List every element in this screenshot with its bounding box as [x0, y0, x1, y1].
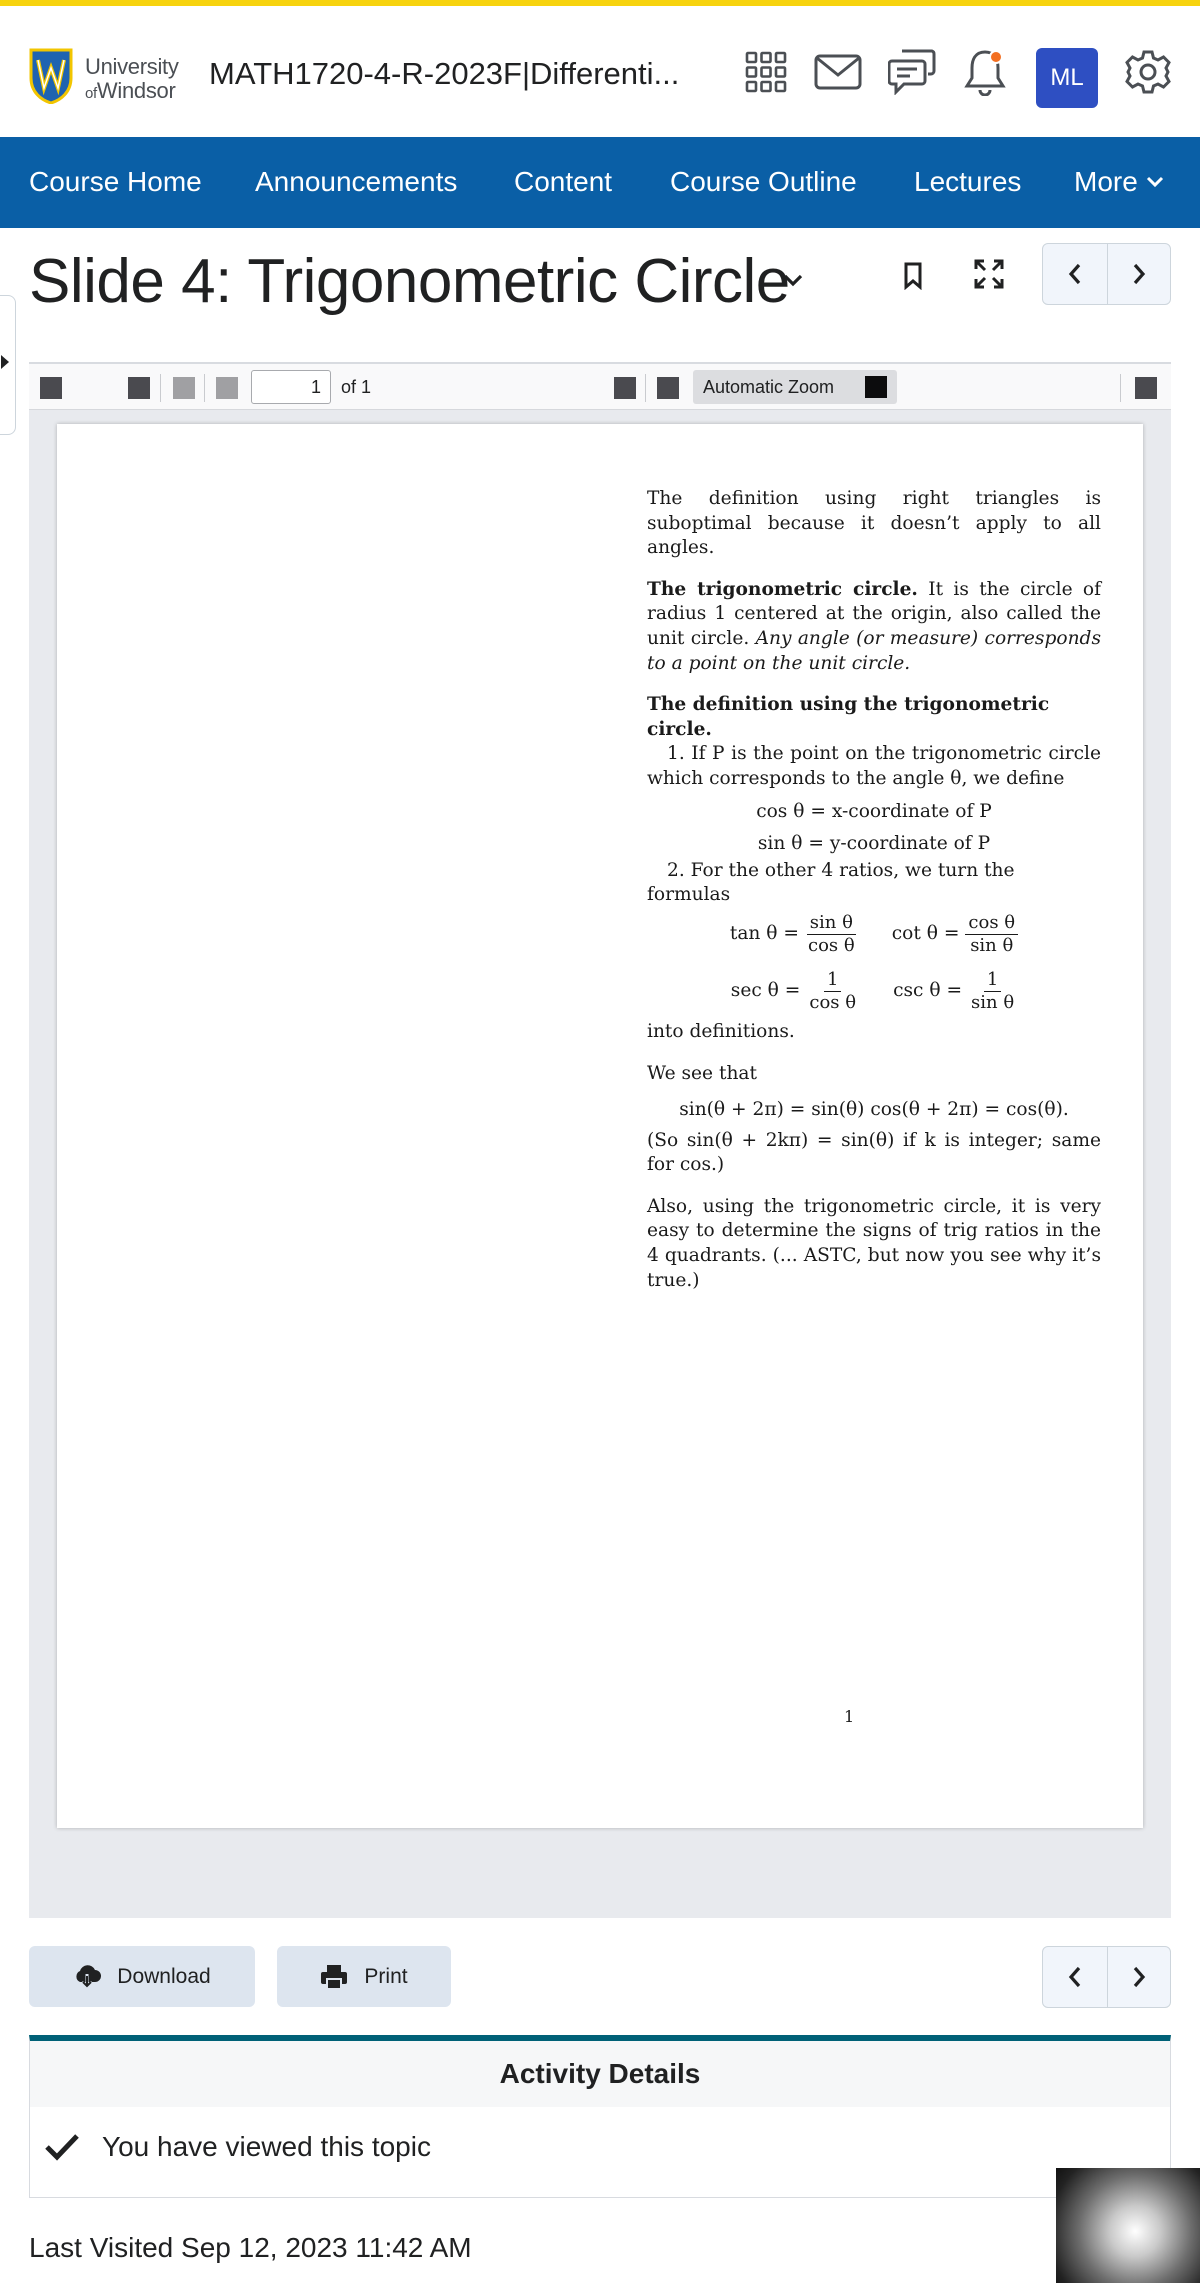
user-avatar[interactable]: ML — [1036, 48, 1098, 108]
nav-more-menu[interactable] — [1074, 166, 1164, 198]
next-topic-button[interactable] — [1107, 244, 1171, 304]
pdf-heading: The definition using the trigonometric circle. — [647, 694, 1050, 740]
activity-details — [29, 2035, 1171, 2198]
zoom-out-icon[interactable] — [614, 377, 636, 399]
zoom-select[interactable] — [693, 370, 897, 404]
mail-icon[interactable] — [810, 44, 866, 100]
print-label: Print — [364, 1964, 408, 1988]
pdf-equation: tan θ = $\frac{\text{sin θ}}{\text{cos θ}}$ — [729, 911, 855, 956]
pdf-equation-row — [647, 912, 1101, 957]
pdf-paragraph: The definition using right triangles is suboptimal because it doesn’t apply to all angles. — [647, 488, 1101, 559]
caret-right-icon — [1, 355, 9, 369]
pdf-equation: cos θ = x-coordinate of P — [756, 800, 992, 822]
pdf-definition-block — [647, 693, 1101, 1044]
chevron-down-icon — [1146, 176, 1164, 188]
sidebar-toggle-icon[interactable] — [40, 377, 62, 399]
logo-line1: University — [85, 54, 179, 79]
site-header — [0, 6, 1200, 137]
pdf-text-line: into definitions. — [647, 1020, 795, 1042]
bookmark-icon[interactable] — [890, 253, 936, 299]
download-label: Download — [117, 1964, 211, 1988]
last-visited: Last Visited Sep 12, 2023 11:42 AM — [29, 2232, 472, 2263]
chevron-right-icon — [1132, 1966, 1146, 1988]
zoom-in-icon[interactable] — [657, 377, 679, 399]
university-logo[interactable] — [29, 44, 179, 106]
nav-content[interactable]: Content — [514, 166, 613, 197]
pdf-equation: sec θ = $\frac{1}{\text{cos θ}}$ — [730, 968, 857, 1013]
pdf-text — [647, 487, 1101, 1310]
pdf-toolbar — [29, 364, 1171, 410]
pdf-paragraph: (So sin(θ + 2kπ) = sin(θ) if k is integer; same for cos.) — [647, 1129, 1101, 1176]
topic-prev-next — [1042, 243, 1171, 305]
previous-topic-button[interactable] — [1043, 1947, 1107, 2007]
chat-icon[interactable] — [884, 44, 940, 100]
nav-lectures[interactable]: Lectures — [914, 166, 1022, 197]
settings-gear-icon[interactable] — [1120, 44, 1176, 100]
course-title[interactable]: MATH1720-4-R-2023F|Differenti... — [209, 56, 680, 91]
nav-announcements[interactable]: Announcements — [255, 166, 458, 197]
shield-logo-icon — [29, 48, 73, 104]
fullscreen-icon[interactable] — [966, 251, 1012, 297]
topic-title: Slide 4: Trigonometric Circle — [29, 247, 790, 316]
tools-menu-icon[interactable] — [1135, 377, 1157, 399]
previous-page-icon[interactable] — [173, 377, 195, 399]
pdf-paragraph: The trigonometric circle. It is the circle of radius 1 centered at the origin, also called the unit circle. Any angle (or measure) corresponds to a point on the unit circle. — [647, 578, 1101, 674]
toolbar-divider — [160, 374, 161, 402]
page-number-input[interactable] — [251, 370, 331, 404]
toolbar-divider — [204, 374, 205, 402]
printer-icon — [320, 1964, 348, 1990]
pdf-item: 2. For the other 4 ratios, we turn the formulas — [647, 859, 1015, 906]
activity-status — [44, 2131, 431, 2163]
pdf-page — [57, 424, 1143, 1828]
pdf-viewer — [29, 362, 1171, 1918]
pdf-equation: sin θ = y-coordinate of P — [757, 833, 991, 855]
chevron-left-icon — [1068, 1966, 1082, 1988]
apps-grid-icon[interactable] — [738, 44, 794, 100]
pdf-page-number: 1 — [844, 1707, 855, 1726]
toolbar-divider — [1120, 374, 1121, 402]
zoom-select-value: Automatic Zoom — [703, 377, 835, 397]
previous-topic-button[interactable] — [1043, 244, 1107, 304]
pdf-equation: cot θ = $\frac{\text{cos θ}}{\text{sin θ}}$ — [892, 912, 1018, 957]
notification-dot — [989, 50, 1003, 64]
nav-course-outline[interactable]: Course Outline — [670, 166, 857, 197]
pdf-text-line: We see that — [647, 1062, 757, 1084]
download-button[interactable] — [29, 1946, 255, 2007]
bell-icon[interactable] — [957, 44, 1013, 100]
course-navbar — [0, 137, 1200, 228]
side-panel-toggle[interactable] — [0, 295, 16, 435]
cloud-download-icon — [73, 1964, 101, 1990]
print-button[interactable] — [277, 1946, 451, 2007]
nav-course-home[interactable]: Course Home — [29, 166, 202, 197]
pdf-equation-row — [647, 969, 1101, 1014]
title-chevron-down-icon[interactable] — [778, 268, 808, 292]
next-page-icon[interactable] — [216, 377, 238, 399]
next-topic-button[interactable] — [1107, 1947, 1171, 2007]
page-count-label: of 1 — [341, 377, 372, 397]
pdf-paragraph: Also, using the trigonometric circle, it is very easy to determine the signs of trig ratios in the 4 quadrants. (... ASTC, but now you see why it’s true.) — [647, 1195, 1101, 1291]
zoom-dropdown-icon — [865, 376, 887, 398]
logo-line2: ofWindsor — [85, 78, 176, 103]
toolbar-divider — [645, 374, 646, 402]
chevron-right-icon — [1132, 263, 1146, 285]
find-icon[interactable] — [128, 377, 150, 399]
pdf-equation: csc θ = $\frac{1}{\text{sin θ}}$ — [893, 968, 1015, 1013]
pdf-equation: sin(θ + 2π) = sin(θ) cos(θ + 2π) = cos(θ). — [679, 1099, 1069, 1121]
activity-heading: Activity Details — [30, 2041, 1170, 2107]
corner-overlay — [1056, 2168, 1200, 2283]
nav-more-label: More — [1074, 166, 1138, 197]
activity-status-text: You have viewed this topic — [102, 2131, 431, 2162]
checkmark-icon — [44, 2133, 80, 2161]
pdf-item: 1. If P is the point on the trigonometric circle which corresponds to the angle θ, we define — [647, 743, 1101, 789]
bottom-prev-next — [1042, 1946, 1171, 2008]
chevron-left-icon — [1068, 263, 1082, 285]
